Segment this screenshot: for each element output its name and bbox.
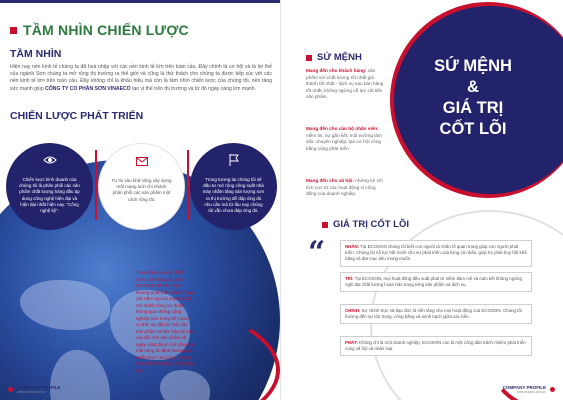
strategy-text-1: Chiến lược kinh doanh của chúng tôi là phân phối các sản phẩm chất lượng hàng đầu áp dụng công nghệ hiện đại và hiện đại nhất hiện nay. "Công nghệ kỹ". [19,177,80,214]
top-accent-bar [0,0,281,3]
mission-item: Mang đến cho khách hàng: sản phẩm với chất lượng tốt nhất giá thành tốt nhất - dịch vụ sau bán hàng tốt nhất, không ngừng nỗ lực cải tiến sản phẩm. [306,68,384,100]
core-value-card: PHÁT: Không chỉ là một doanh nghiệp, ECOSON còn là một công dân trách nhiệm phát triển cùng xã hội và nhân loại. [340,336,532,356]
strategy-card-1 [6,143,93,230]
core-values-heading: GIÁ TRỊ CỐT LÕI [322,219,409,230]
right-page [282,0,563,400]
strategy-text-2: Tự tin vào khả năng xây dựng một mạng lưới chi nhánh phân phối các sản phẩm một cách rộng rãi. [111,178,172,202]
title-bullet-square [10,27,17,34]
left-page [0,0,281,400]
envelope-icon [135,154,149,168]
big-title: SỨ MỆNH & GIÁ TRỊ CỐT LÕI [434,57,512,138]
strategy-text-3: Trong tương lai chúng tôi sẽ đầu tư mở rộng công suất nhà máy nhằm tăng sản lượng sơn ra thị trường để đáp ứng đủ nhu cầu mà từ lâu nay chúng tôi vẫn chưa đáp ứng đủ. [202,177,265,214]
right-footer [503,385,555,394]
footer-label: COMPANY PROFILE [17,385,61,390]
footer-url: www.ecoson.com.vn [516,390,546,394]
page-title [10,22,189,38]
core-value-card: NHÂN: Tại ECOSON chúng tôi biết con người là nhân tố quan trọng giúp con người phát triển. Chúng tôi nỗ lực hết mình cho sự phát triển của từng cá nhân, giúp họ phát huy hết khả năng và đạt mục tiêu mong muốn. [340,240,532,267]
company-name: CÔNG TY CỔ PHẦN SƠN VINAECO [45,85,131,92]
left-footer [8,385,60,394]
footer-url: www.ecoson.com.vn [17,390,47,394]
mission-heading: SỨ MỆNH [306,52,362,63]
strategy-card-3 [190,143,277,230]
core-value-card: TRÍ: Tại ECOSON, mọi hoạt động đều xuất phát từ niềm đam mê và cam kết không ngừng nghỉ đạt chất lượng hoàn hảo trong từng sản phẩm và dịch vụ. [340,272,532,292]
page-title-text: TẦM NHÌN CHIẾN LƯỢC [23,22,189,38]
mission-item: Mang đến cho xã hội: những lợi ích tích cực từ các hoạt động vì cộng đồng của doanh nghiệp. [306,178,383,197]
strategy-divider [187,150,189,220]
vision-heading: TẦM NHÌN [10,48,62,60]
page-number-dot [8,387,13,392]
core-value-card: CHÍNH: Sự chính trực và đạo đức là nền tảng cho mọi hoạt động của ECOSON. Chúng tôi hướng đến sự tôn trọng, công bằng và minh bạch giữa các bên. [340,304,532,324]
vision-text: Hiện nay nền kinh tế chúng ta đã hoà nhập với các nền kinh tế lớn trên toàn cầu. Đây chính là cơ hội và là lợi thế của ngành Sơn chúng ta mở rộng thị trường ra thế giới và cũng là thử thách cho chúng ta được tiếp xúc với các nền kinh tế lớn trên toàn cầu. Đây không chỉ là khẩu hiệu mà còn là tầm nhìn chiến lược của chúng tôi, nền tảng sức mạnh giúp CÔNG TY CỔ PHẦN SƠN VINAECO tạo vị thế trên thị trường và từ đó ngày càng lớn mạnh. [10,64,272,92]
strategy-card-2 [98,143,185,230]
strategy-divider [95,150,97,220]
flag-icon [227,153,241,167]
strategy-heading: CHIẾN LƯỢC PHÁT TRIỂN [10,110,144,122]
strategy-note: Trong định hướng chiến lược sơn kháng tại Sơn ECOSON đã lựa chọn hướng phát triển thành trong các năm qua và xuyên suốt với thành công sự đi đôi thông qua những công nghiệp sơn trong kế hoạch cụ thể, sự đầu tư mới các sản phẩm và làm bảo vệ cho các đổi mới sản phẩm sẽ ngày càng được mở rộng và mãi cùng ổn định hướng và chiến lược mà công ty đang theo đuổi sự thành công như vậy. [136,270,194,373]
footer-label: COMPANY PROFILE [502,385,546,390]
page-number-dot [550,387,555,392]
mission-item: Mang đến cho cán bộ nhân viên: niềm tin, sự gắn kết, môi trường làm việc chuyên nghiệp, tạo cơ hội công bằng cùng phát triển. [306,126,382,151]
eye-icon [43,153,57,167]
quote-icon: “ [308,235,326,270]
